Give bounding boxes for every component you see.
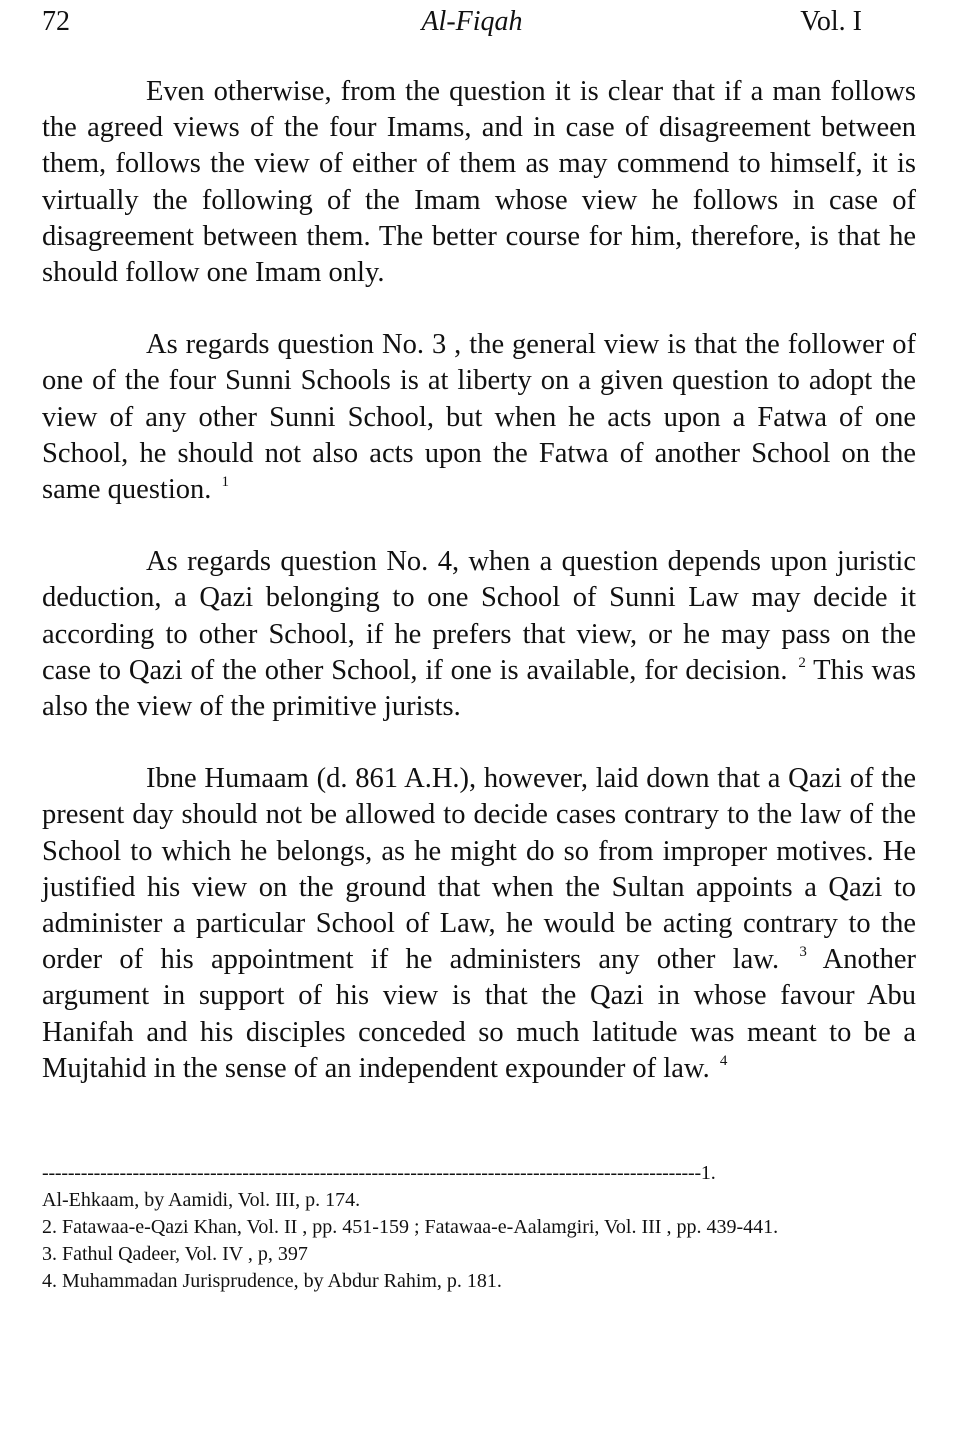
paragraph-4-text-after: Another argument in support of his view is that the Qazi in whose favour Abu Hanifah and his disciples conceded so much latitude was meant to be a Mujtahid in the sense of an independent expounder of law.	[42, 944, 916, 1084]
running-title: Al-Fiqah	[421, 6, 523, 37]
footnote-ref-3: 3	[799, 944, 807, 961]
paragraph-3	[42, 544, 916, 725]
footnote-3: 3. Fathul Qadeer, Vol. IV , p, 397	[42, 1243, 308, 1265]
paragraph-3-text-after: This was also the view of the primitive jurists.	[42, 654, 916, 723]
volume-label: Vol. I	[800, 6, 862, 37]
footnote-ref-2: 2	[798, 654, 806, 671]
footnote-4: 4. Muhammadan Jurisprudence, by Abdur Rahim, p. 181.	[42, 1270, 502, 1292]
paragraph-2-text: As regards question No. 3 , the general view is that the follower of one of the four Sunni Schools is at liberty on a given question to adopt the view of any other Sunni School, but when he acts upon a Fatwa of one School, he should not also acts upon the Fatwa of another School on the same question.	[42, 329, 916, 506]
footnote-2: 2. Fatawaa-e-Qazi Khan, Vol. II , pp. 451-159 ; Fatawaa-e-Aalamgiri, Vol. III , pp. 439-441.	[42, 1216, 779, 1238]
footnote-ref-1: 1	[221, 474, 230, 491]
footnotes	[42, 1160, 916, 1295]
paragraph-1	[42, 74, 916, 291]
footnote-separator: ------------------------------------------------------------------------------------------------------1.	[42, 1162, 716, 1184]
page-header	[42, 2, 862, 42]
paragraph-2	[42, 327, 916, 508]
body-text	[42, 74, 916, 1123]
paragraph-3-text-before: As regards question No. 4, when a question depends upon juristic deduction, a Qazi belonging to one School of Sunni Law may decide it according to other School, if he prefers that view, or he may pass on the case to Qazi of the other School, if one is available, for decision.	[42, 546, 916, 686]
footnote-1: Al-Ehkaam, by Aamidi, Vol. III, p. 174.	[42, 1189, 361, 1211]
paragraph-4-text-before: Ibne Humaam (d. 861 A.H.), however, laid down that a Qazi of the present day should not be allowed to decide cases contrary to the law of the School to which he belongs, as he might do so from improper motives. He justified his view on the ground that when the Sultan appoints a Qazi to administer a particular School of Law, he would be acting contrary to the order of his appointment if he administers any other law.	[42, 763, 916, 976]
footnote-ref-4: 4	[719, 1052, 728, 1069]
paragraph-4	[42, 761, 916, 1087]
paragraph-1-text: Even otherwise, from the question it is clear that if a man follows the agreed views of the four Imams, and in case of disagreement between them, follows the view of either of them as may commend to himself, it is virtually the following of the Imam whose view he follows in case of disagreement between them. The better course for him, therefore, is that he should follow one Imam only.	[42, 76, 916, 289]
page-number: 72	[42, 6, 70, 37]
